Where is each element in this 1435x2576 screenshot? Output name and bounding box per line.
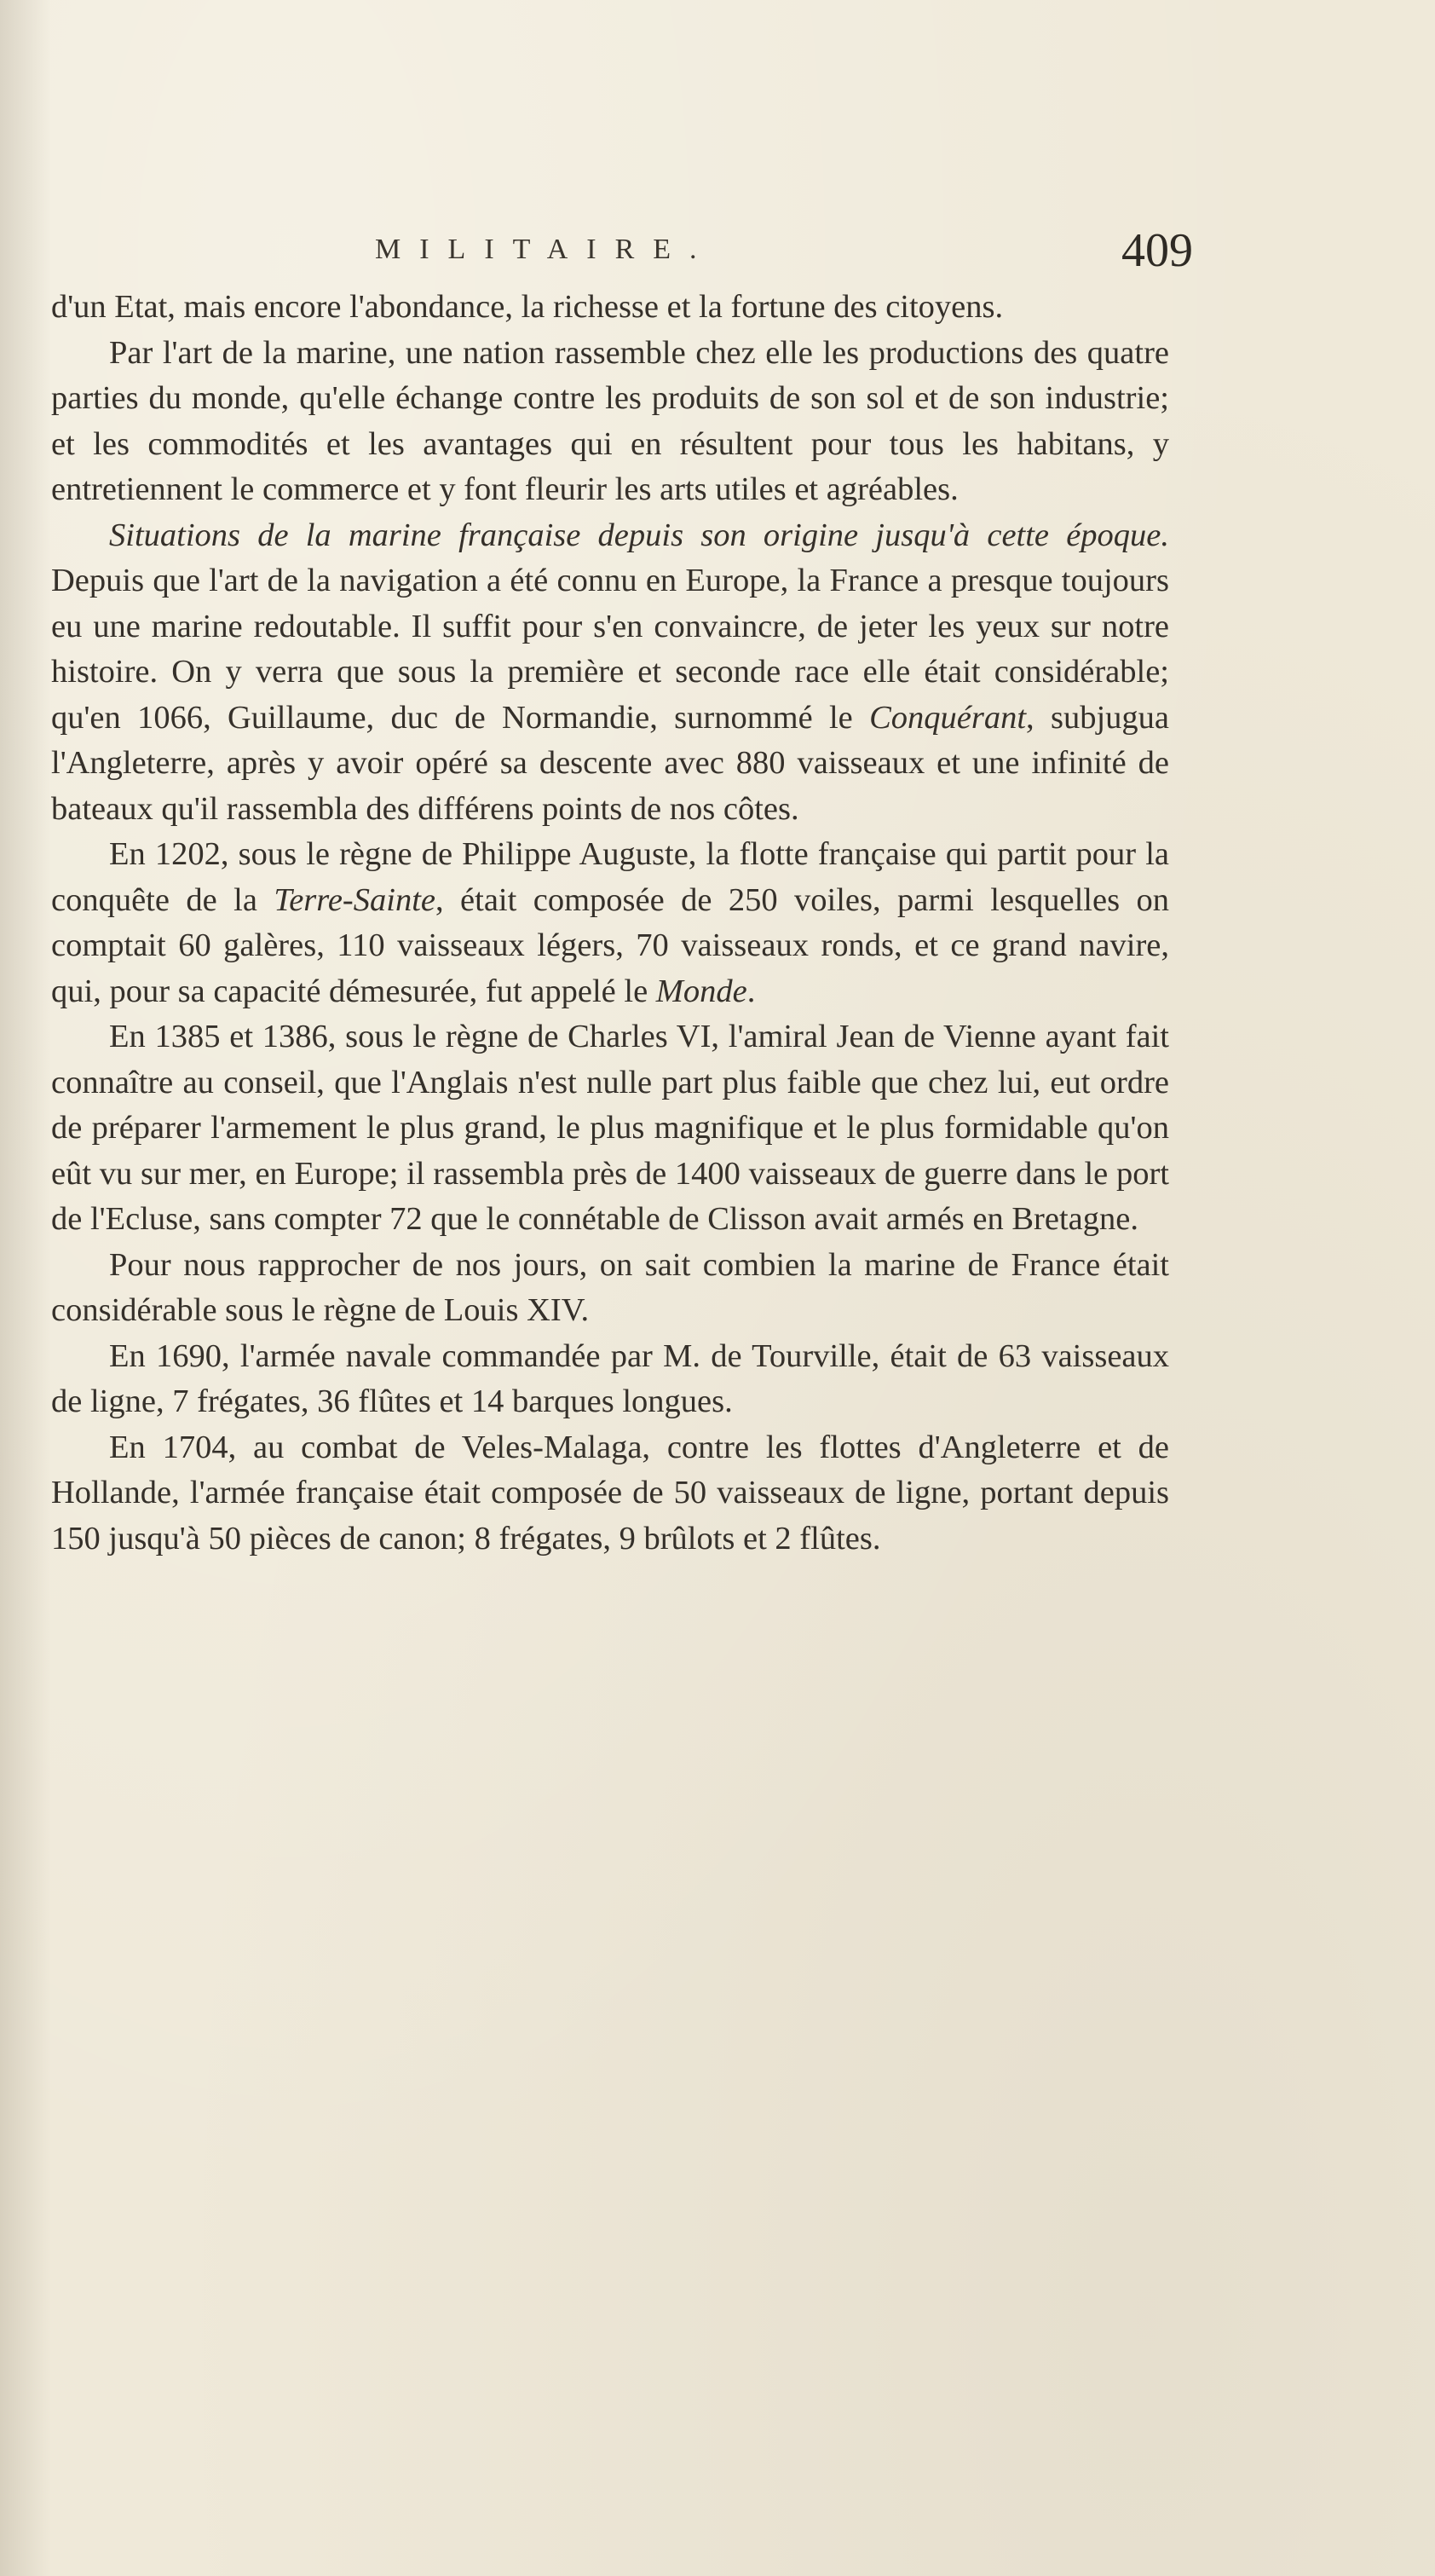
italic-text-run: Conquérant (869, 699, 1027, 736)
paragraph-1385-armament (51, 1014, 1169, 1243)
running-title: MILITAIRE. (375, 234, 716, 265)
text-run: Depuis que l'art de la navigation a été connu en Europe, la France a presque toujours eu une marine redoutable. Il suffit pour s'en convaincre, de jeter les yeux sur notre histoire. On y verra que sous la première et seconde race elle était considérable; qu'en 1066, Guillaume, duc de Normandie, surnommé le (51, 563, 1169, 736)
text-run: , subjugua l'Angleterre, après y avoir opéré sa descente avec 880 vaisseaux et une infinité de bateaux qu'il rassembla des différens points de nos côtes. (51, 699, 1169, 827)
paragraph-louis-xiv (51, 1243, 1169, 1334)
italic-text-run: Situations de la marine française depuis son origine jusqu'à cette époque. (109, 517, 1169, 553)
paragraph-continuation (51, 285, 1169, 331)
text-run: , était composée de 250 voiles, parmi lesquelles on comptait 60 galères, 110 vaisseaux légers, 70 vaisseaux ronds, et ce grand navire, qui, pour sa capacité démesurée, fut appelé le (51, 881, 1169, 1009)
italic-text-run: Monde (655, 973, 747, 1009)
text-run: . (746, 973, 756, 1009)
body-text (51, 285, 1169, 1562)
paragraph-1704-veles-malaga (51, 1425, 1169, 1562)
text-run: d'un Etat, mais encore l'abondance, la richesse et la fortune des citoyens. (51, 289, 1004, 325)
page-number: 409 (1121, 224, 1193, 277)
paragraph-1690-tourville (51, 1334, 1169, 1425)
paragraph-marine-art (51, 331, 1169, 513)
running-head (375, 224, 1193, 280)
binding-gutter-shadow (0, 0, 51, 2576)
text-run: En 1690, l'armée navale commandée par M. de Tourville, était de 63 vaisseaux de ligne, 7 frégates, 36 flûtes et 14 barques longues. (51, 1337, 1169, 1419)
text-run: Pour nous rapprocher de nos jours, on sait combien la marine de France était considérable sous le règne de Louis XIV. (51, 1246, 1169, 1328)
paragraph-french-navy-situation (51, 513, 1169, 833)
text-run: Par l'art de la marine, une nation rassemble chez elle les productions des quatre parties du monde, qu'elle échange contre les produits de son sol et de son industrie; et les commodités et les avantages qui en résultent pour tous les habitans, y entretiennent le commerce et y font fleurir les arts utiles et agréables. (51, 334, 1169, 507)
text-run: En 1202, sous le règne de Philippe Auguste, la flotte française qui partit pour la conquête de la (51, 836, 1169, 918)
text-run: En 1385 et 1386, sous le règne de Charles VI, l'amiral Jean de Vienne ayant fait connaître au conseil, que l'Anglais n'est nulle part plus faible que chez lui, eut ordre de préparer l'armement le plus grand, le plus magnifique et le plus formidable qu'on eût vu sur mer, en Europe; il rassembla près de 1400 vaisseaux de guerre dans le port de l'Ecluse, sans compter 72 que le connétable de Clisson avait armés en Bretagne. (51, 1019, 1169, 1237)
paragraph-1202-fleet (51, 832, 1169, 1014)
italic-text-run: Terre-Sainte (274, 881, 435, 918)
text-run: En 1704, au combat de Veles-Malaga, contre les flottes d'Angleterre et de Hollande, l'armée française était composée de 50 vaisseaux de ligne, portant depuis 150 jusqu'à 50 pièces de canon; 8 frégates, 9 brûlots et 2 flûtes. (51, 1429, 1169, 1557)
